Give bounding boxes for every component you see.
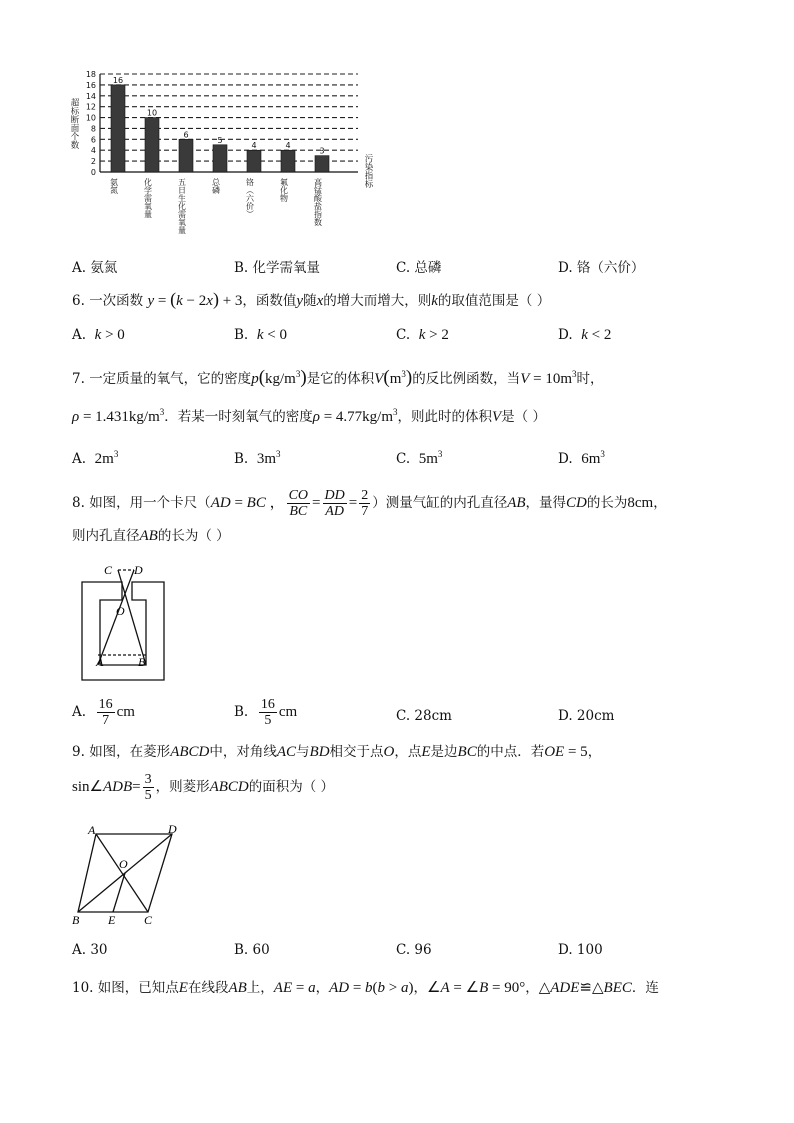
question-9-line-2: sin∠ADB= $\frac{3}{5}$ ，则菱形ABCD的面积为（ ）	[72, 772, 335, 803]
label-B: B	[72, 913, 80, 926]
y-tick-label: 8	[90, 124, 96, 134]
category-label: 铬（六价）	[245, 178, 255, 218]
q9-option-d: D. 100	[558, 942, 603, 958]
q6-option-a: A. k > 0	[72, 327, 125, 343]
q7-option-d: D. $6m^3$	[558, 449, 605, 467]
y-tick-label: 2	[90, 157, 96, 167]
question-7-line-1: 7. 一定质量的氧气，它的密度$p(kg/m^3)$是它的体积$V(m^3)$的反比例函数，当$V = 10m^3$时，	[72, 367, 604, 388]
label-A: A	[88, 823, 96, 837]
bar-value-label: 4	[285, 141, 291, 151]
bar-value-label: 16	[112, 75, 124, 85]
x-axis-label: 污染指标	[363, 154, 373, 188]
q5-option-d: D. 铬（六价）	[558, 260, 645, 276]
y-tick-label: 6	[90, 135, 96, 145]
question-10: 10. 如图，已知点E在线段AB上，AE = a，AD = b(b > a)，∠A = ∠B = 90°，△ADE≌△BEC．连	[72, 980, 659, 996]
bar-value-label: 10	[146, 108, 158, 118]
category-label: 氟化物	[279, 178, 289, 202]
q6-text-2: ，函数值	[242, 293, 297, 309]
y-tick-label: 14	[85, 91, 96, 101]
caliper-figure	[76, 560, 176, 686]
q7-option-b: B. $3m^3$	[234, 449, 281, 467]
label-A: A	[96, 655, 104, 669]
category-label: 化学需氧量	[143, 178, 153, 218]
bar-chart	[60, 62, 390, 252]
y-tick-label: 16	[85, 80, 96, 90]
label-E: E	[108, 913, 116, 926]
bar	[315, 156, 329, 172]
q9-option-a: A. 30	[72, 942, 108, 958]
bar	[281, 150, 295, 172]
label-O: O	[116, 604, 125, 618]
label-C: C	[144, 913, 153, 926]
question-8-line-2: 则内孔直径AB的长为（ ）	[72, 528, 230, 544]
bar-value-label: 5	[217, 135, 223, 145]
q9-option-b: B. 60	[234, 942, 270, 958]
bar-chart-svg	[60, 62, 390, 252]
label-B: B	[138, 655, 146, 669]
question-6: 6. 一次函数 y = (k − 2x) + 3，函数值y随x的增大而增大，则k的取值范围是（ ）	[72, 289, 551, 309]
bar-value-label: 4	[251, 141, 257, 151]
category-label: 氨氮	[109, 178, 119, 194]
question-7-line-2: $\rho = 1.431kg/m^3$．若某一时刻氧气的密度$\rho = 4.77kg/m^3$，则此时的体积V是（ ）	[72, 407, 546, 425]
q9-option-c: C. 96	[396, 942, 432, 958]
q6-text-4: 的增大而增大，则	[323, 293, 432, 309]
q8-option-d: D. 20cm	[558, 708, 615, 724]
y-tick-label: 10	[85, 113, 96, 123]
rhombus-figure	[72, 822, 192, 926]
bar	[145, 118, 159, 172]
y-tick-label: 0	[90, 168, 96, 177]
bar-value-label: 6	[183, 130, 189, 140]
q6-text-3: 随	[303, 293, 317, 309]
category-label: 高锰酸盐指数	[313, 178, 323, 226]
label-C: C	[104, 563, 113, 577]
label-D: D	[134, 563, 143, 577]
bar	[111, 85, 125, 172]
y-tick-label: 12	[85, 102, 96, 112]
q6-number: 6.	[72, 293, 85, 309]
q6-text-5: 的取值范围是（ ）	[437, 293, 551, 309]
q6-option-d: D. k < 2	[558, 327, 612, 343]
category-label: 五日生化需氧量	[177, 178, 187, 234]
q7-option-c: C. $5m^3$	[396, 449, 443, 467]
q8-option-c: C. 28cm	[396, 708, 452, 724]
question-8-line-1: 8. 如图，用一个卡尺（AD = BC ， $\frac{CO}{BC}$ = $\frac{DD}{AD}$ = $\frac{2}{7}$ ）测量气缸的内孔直径AB，量得CD的长为8cm，	[72, 488, 667, 519]
y-tick-label: 4	[90, 146, 96, 156]
bar	[179, 139, 193, 172]
q6-text-1: 一次函数	[89, 293, 144, 309]
bar	[247, 150, 261, 172]
y-tick-label: 18	[85, 70, 96, 79]
q5-option-a: A. 氨氮	[72, 260, 118, 276]
q6-option-c: C. k > 2	[396, 327, 449, 343]
q5-option-b: B. 化学需氧量	[234, 260, 321, 276]
bar-value-label: 3	[319, 146, 325, 156]
label-D: D	[168, 822, 177, 836]
bar	[213, 145, 227, 172]
q7-option-a: A. $2m^3$	[72, 449, 119, 467]
question-9-line-1: 9. 如图，在菱形ABCD中，对角线AC与BD相交于点O，点E是边BC的中点．若OE = 5，	[72, 744, 602, 760]
y-axis-label: 超标断面个数	[69, 98, 79, 149]
q6-option-b: B. k < 0	[234, 327, 287, 343]
q5-option-c: C. 总磷	[396, 260, 442, 276]
label-O: O	[119, 857, 128, 871]
category-label: 总磷	[211, 178, 221, 194]
q8-option-a: A. $\frac{16}{7}$ cm	[72, 697, 135, 728]
q8-option-b: B. $\frac{16}{5}$ cm	[234, 697, 298, 728]
